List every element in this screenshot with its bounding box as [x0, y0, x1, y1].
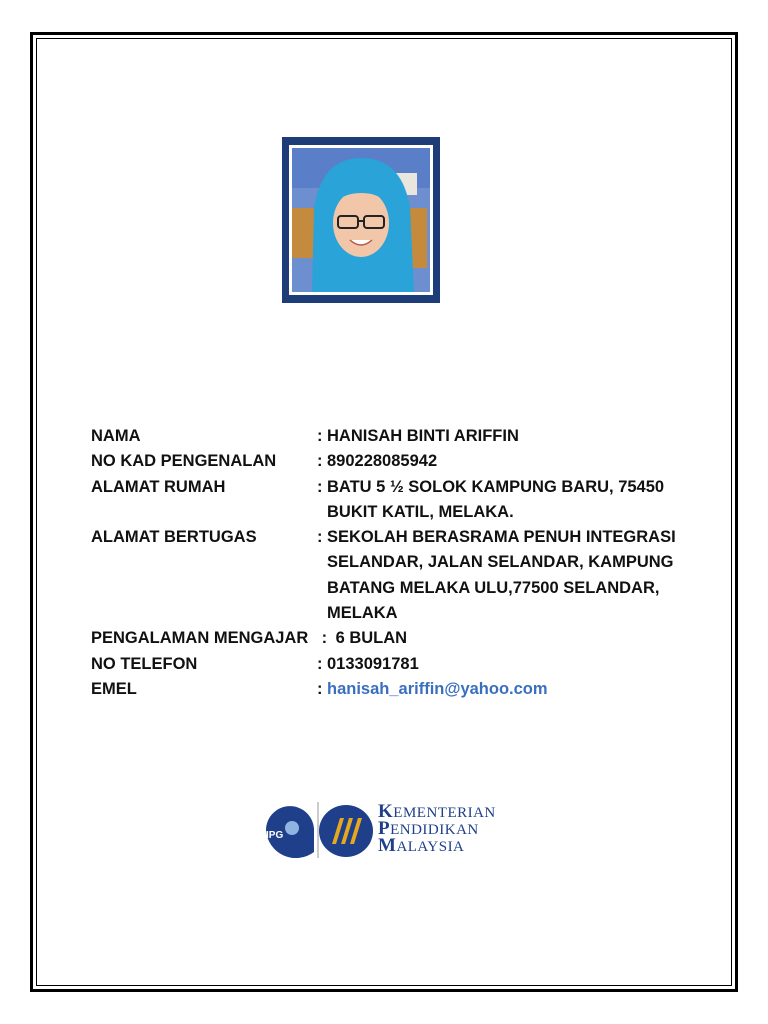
profile-info — [91, 424, 691, 702]
ipg-logo-text: IPG — [266, 830, 284, 841]
field-separator: : — [317, 679, 323, 698]
field-value: SEKOLAH BERASRAMA PENUH INTEGRASI SELANDAR, JALAN SELANDAR, KAMPUNG BATANG MELAKA ULU,77500 SELANDAR, MELAKA — [327, 528, 676, 623]
field-row-work-address — [91, 525, 691, 626]
field-label: NO TELEFON — [91, 654, 198, 673]
field-row-experience — [91, 626, 691, 651]
field-row-phone — [91, 652, 691, 677]
kpm-logo-text: KEMENTERIAN PENDIDIKAN MALAYSIA — [378, 801, 496, 856]
field-separator: : — [317, 452, 323, 471]
field-label: PENGALAMAN MENGAJAR — [91, 629, 309, 648]
field-row-ic — [91, 449, 691, 474]
ipg-logo — [258, 800, 378, 860]
profile-photo-frame — [282, 137, 440, 303]
field-separator: : — [317, 477, 323, 496]
field-separator: : — [317, 629, 328, 648]
field-value: 6 BULAN — [331, 629, 408, 648]
field-separator: : — [317, 654, 323, 673]
field-label: NO KAD PENGENALAN — [91, 452, 277, 471]
field-value: 0133091781 — [327, 654, 419, 673]
field-value: BATU 5 ½ SOLOK KAMPUNG BARU, 75450 BUKIT KATIL, MELAKA. — [327, 477, 665, 521]
field-row-name — [91, 424, 691, 449]
field-value: HANISAH BINTI ARIFFIN — [327, 427, 519, 445]
field-separator: : — [317, 427, 323, 445]
field-row-email — [91, 677, 691, 702]
logos-footer — [258, 800, 518, 860]
email-link[interactable]: hanisah_ariffin@yahoo.com — [327, 679, 548, 698]
field-label: ALAMAT BERTUGAS — [91, 528, 257, 547]
field-label: NAMA — [91, 427, 141, 445]
field-label: ALAMAT RUMAH — [91, 477, 226, 496]
field-row-home-address — [91, 475, 691, 526]
field-label: EMEL — [91, 679, 137, 698]
field-value: 890228085942 — [327, 452, 438, 471]
profile-photo — [289, 145, 433, 295]
field-separator: : — [317, 528, 323, 547]
